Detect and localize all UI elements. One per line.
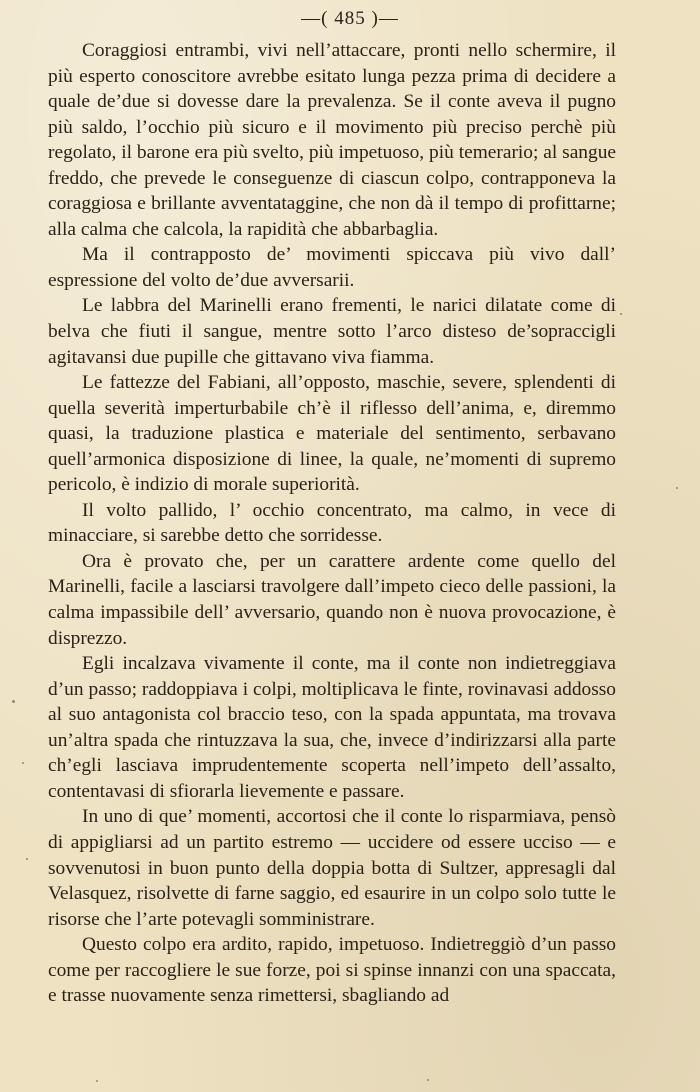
- paragraph-1: Coraggiosi entrambi, vivi nell’attaccare, pronti nello schermire, il più esperto conoscitore avrebbe esitato lunga pezza prima di decidere a quale de’due si dovesse dare la prevalenza. Se il conte aveva il pugno più saldo, l’occhio più sicuro e il movimento più preciso perchè più regolato, il barone era più svelto, più impetuoso, più temerario; al sangue freddo, che prevede le conseguenze di ciascun colpo, contrapponeva la coraggiosa e brillante avventataggine, che non dà il tempo di profittarne; alla calma che calcola, la rapidità che abbarbaglia.: [48, 40, 616, 240]
- paper-speck: [26, 858, 28, 860]
- paper-speck: [22, 762, 24, 764]
- paragraph-7: Egli incalzava vivamente il conte, ma il conte non indietreggiava d’un passo; raddoppiava i colpi, moltiplicava le finte, rovinavasi addosso al suo antagonista col braccio teso, con la spada appuntata, ma trovava un’altra spada che rintuzzava la sua, che, invece d’indirizzarsi alla parte ch’egli lasciava imprudentemente scoperta nell’impeto dell’assalto, contentavasi di sfiorarla lievemente e passare.: [48, 653, 616, 802]
- page-text: [48, 38, 616, 1009]
- paragraph-8: In uno di que’ momenti, accortosi che il conte lo risparmiava, pensò di appigliarsi ad un partito estremo — uccidere od essere ucciso — e sovvenutosi in buon punto della doppia botta di Sultzer, appresagli dal Velasquez, risolvette di farne saggio, ed esaurire in un colpo solo tutte le risorse che l’arte potevagli somministrare.: [48, 806, 616, 930]
- paper-speck: [620, 313, 622, 315]
- paper-speck: [676, 487, 678, 489]
- paper-speck: [96, 1080, 98, 1082]
- page-number: —( 485 )—: [301, 8, 399, 29]
- paper-speck: [12, 700, 15, 703]
- paragraph-4: Le fattezze del Fabiani, all’opposto, maschie, severe, splendenti di quella severità imperturbabile ch’è il riflesso dell’anima, e, diremmo quasi, la traduzione plastica e materiale del sentimento, serbavano quell’armonica disposizione di linee, la quale, ne’momenti di supremo pericolo, è indizio di morale superiorità.: [48, 372, 616, 496]
- paragraph-2: Ma il contrapposto de’ movimenti spiccava più vivo dall’ espressione del volto de’due avversarii.: [48, 244, 616, 291]
- paragraph-6: Ora è provato che, per un carattere ardente come quello del Marinelli, facile a lasciarsi travolgere dall’impeto cieco delle passioni, la calma impassibile dell’ avversario, quando non è nuova provocazione, è disprezzo.: [48, 550, 616, 649]
- paragraph-9: Questo colpo era ardito, rapido, impetuoso. Indietreggiò d’un passo come per raccogliere le sue forze, poi si spinse innanzi con una spaccata, e trasse nuovamente senza rimettersi, sbagliando ad: [48, 934, 616, 1007]
- paragraph-5: Il volto pallido, l’ occhio concentrato, ma calmo, in vece di minacciare, si sarebbe detto che sorridesse.: [48, 499, 616, 547]
- paper-speck: [427, 1079, 429, 1081]
- paragraph-3: Le labbra del Marinelli erano frementi, le narici dilatate come di belva che fiuti il sangue, mentre sotto l’arco disteso de’sopraccigli agitavansi due pupille che gittavano viva fiamma.: [48, 295, 616, 368]
